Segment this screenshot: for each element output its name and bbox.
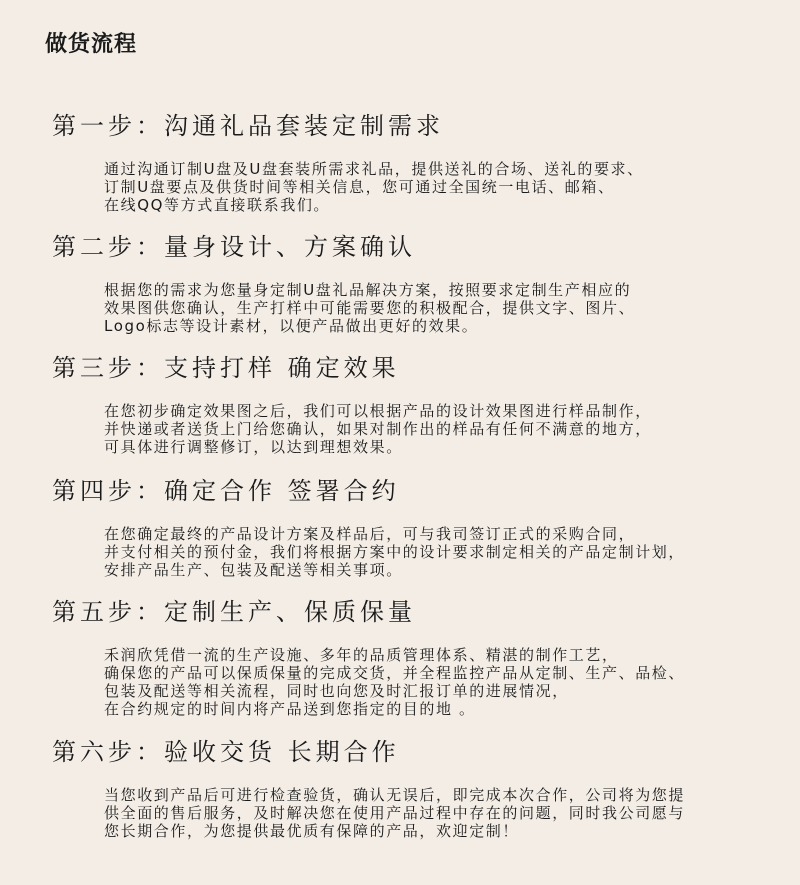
description-line: 并快递或者送货上门给您确认，如果对制作出的样品有任何不满意的地方， bbox=[104, 420, 652, 438]
step-6-section bbox=[52, 740, 782, 840]
description-line: 订制U盘要点及供货时间等相关信息，您可通过全国统一电话、邮箱、 bbox=[104, 178, 615, 196]
description-line: 安排产品生产、包装及配送等相关事项。 bbox=[104, 561, 403, 579]
step-description bbox=[104, 281, 782, 335]
description-line: 根据您的需求为您量身定制U盘礼品解决方案，按照要求定制生产相应的 bbox=[104, 281, 632, 299]
description-line: Logo标志等设计素材，以便产品做出更好的效果。 bbox=[104, 317, 479, 335]
step-title: 第二步：量身设计、方案确认 bbox=[52, 233, 416, 261]
page-title: 做货流程 bbox=[45, 32, 138, 57]
description-line: 您长期合作，为您提供最优质有保障的产品，欢迎定制！ bbox=[104, 822, 520, 840]
step-2-section bbox=[52, 235, 782, 335]
description-line: 禾润欣凭借一流的生产设施、多年的品质管理体系、精湛的制作工艺， bbox=[104, 646, 619, 664]
step-1-section bbox=[52, 114, 782, 214]
step-description bbox=[104, 160, 782, 214]
description-line: 在您初步确定效果图之后，我们可以根据产品的设计效果图进行样品制作， bbox=[104, 402, 652, 420]
step-5-section bbox=[52, 600, 782, 718]
description-line: 在您确定最终的产品设计方案及样品后，可与我司签订正式的采购合同， bbox=[104, 525, 636, 543]
description-line: 通过沟通订制U盘及U盘套装所需求礼品，提供送礼的合场、送礼的要求、 bbox=[104, 160, 644, 178]
step-title: 第五步：定制生产、保质保量 bbox=[52, 598, 416, 626]
step-description bbox=[104, 786, 782, 840]
step-description bbox=[104, 525, 782, 579]
step-title: 第三步：支持打样 确定效果 bbox=[52, 354, 400, 382]
description-line: 供全面的售后服务，及时解决您在使用产品过程中存在的问题，同时我公司愿与 bbox=[104, 804, 686, 822]
description-line: 效果图供您确认，生产打样中可能需要您的积极配合，提供文字、图片、 bbox=[104, 299, 636, 317]
step-3-section bbox=[52, 356, 782, 456]
description-line: 并支付相关的预付金，我们将根据方案中的设计要求制定相关的产品定制计划， bbox=[104, 543, 686, 561]
step-title: 第四步：确定合作 签署合约 bbox=[52, 477, 400, 505]
description-line: 可具体进行调整修订，以达到理想效果。 bbox=[104, 438, 403, 456]
description-line: 包装及配送等相关流程，同时也向您及时汇报订单的进展情况， bbox=[104, 682, 569, 700]
description-line: 确保您的产品可以保质保量的完成交货，并全程监控产品从定制、生产、品检、 bbox=[104, 664, 686, 682]
step-description bbox=[104, 402, 782, 456]
step-title: 第六步：验收交货 长期合作 bbox=[52, 738, 400, 766]
description-line: 当您收到产品后可进行检查验货，确认无误后，即完成本次合作，公司将为您提 bbox=[104, 786, 686, 804]
description-line: 在线QQ等方式直接联系我们。 bbox=[104, 196, 331, 214]
description-line: 在合约规定的时间内将产品送到您指定的目的地 。 bbox=[104, 700, 476, 718]
step-description bbox=[104, 646, 782, 718]
step-title: 第一步：沟通礼品套装定制需求 bbox=[52, 112, 444, 140]
step-4-section bbox=[52, 479, 782, 579]
